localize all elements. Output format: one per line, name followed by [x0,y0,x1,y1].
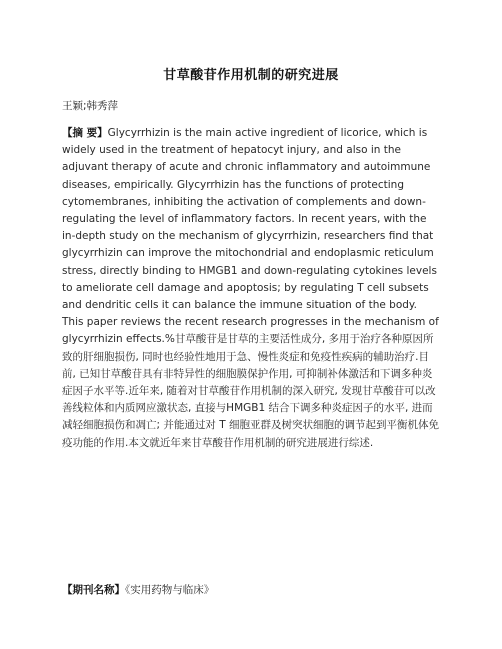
abstract-label: 【摘 要】 [62,127,108,139]
journal-line [62,582,214,597]
journal-name: 《实用药物与临床》 [125,584,215,596]
abstract-english-text: Glycyrrhizin is the main active ingredient of licorice, which is widely used in the treatment of hepatocyt injury, and also in the adjuvant therapy of acute and chronic inflammatory and autoimmune diseases, empirically. Glycyrrhizin has the functions of protecting cytomembranes, inhibiting the activation of complements and down-regulating the level of inflammatory factors. In recent years, with the in-depth study on the mechanism of glycyrrhizin, researchers find that glycyrrhizin can improve the mitochondrial and endoplasmic reticulum stress, directly binding to HMGB1 and down-regulating cytokines levels to ameliorate cell damage and apoptosis; by regulating T cell subsets and dendritic cells it can balance the immune situation of the body. This paper reviews the recent research progresses in the mechanism of glycyrrhizin effects. [62,127,439,346]
journal-label: 【期刊名称】 [62,584,125,596]
document-authors: 王颖;韩秀萍 [62,100,119,112]
abstract-chinese-text: %甘草酸苷是甘草的主要活性成分, 多用于治疗各种原因所致的肝细胞损伤, 同时也经验性地用于急、慢性炎症和免疫性疾病的辅助治疗.目前, 已知甘草酸苷具有非特异性的细胞膜保护作用, 可抑制补体激活和下调多种炎症因子水平等.近年来, 随着对甘草酸苷作用机制的深入研究, 发现甘草酸苷可以改善线粒体和内质网应激状态, 直接与HMGB1 结合下调多种炎症因子的水平, 进而减轻细胞损伤和凋亡; 并能通过对 T 细胞亚群及树突状细胞的调节起到平衡机体免疫功能的作用.本文就近年来甘草酸苷作用机制的研究进展进行综述. [62,333,439,449]
abstract-paragraph [62,125,440,452]
document-title: 甘草酸苷作用机制的研究进展 [163,68,339,83]
